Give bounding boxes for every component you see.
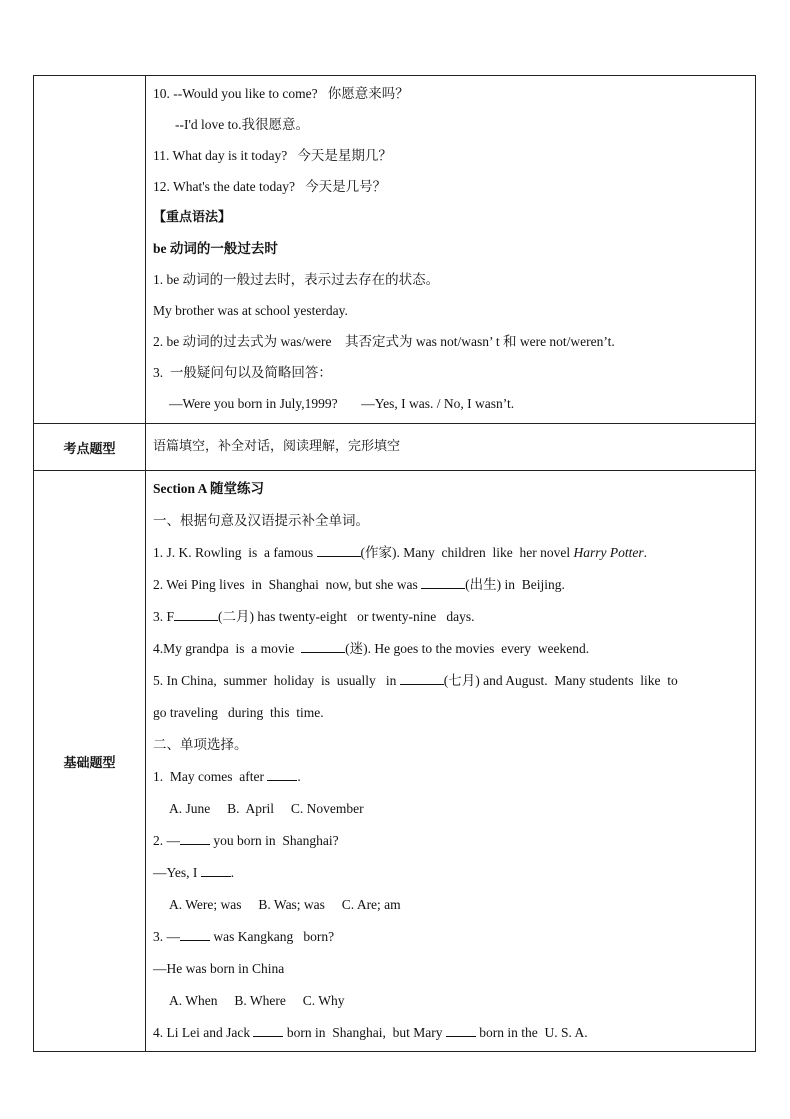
part1-title: 一、根据句意及汉语提示补全单词。	[153, 513, 369, 528]
answer-blank[interactable]	[253, 1023, 283, 1037]
section-title: Section A 随堂练习	[153, 481, 265, 496]
grammar-point-3: 3. 一般疑问句以及简略回答：	[153, 365, 332, 380]
answer-blank[interactable]	[174, 607, 218, 621]
mc-response-2: —Yes, I .	[153, 865, 235, 880]
answer-blank[interactable]	[180, 927, 210, 941]
exam-types-row	[34, 424, 756, 471]
answer-blank[interactable]	[201, 863, 231, 877]
answer-blank[interactable]	[317, 543, 361, 557]
mc-question-3: 3. — was Kangkang born?	[153, 929, 335, 944]
mc-response-3: —He was born in China	[153, 961, 285, 976]
fill-question-4: 4.My grandpa is a movie (迷). He goes to the movies every weekend.	[153, 641, 590, 656]
part2-title: 二、单项选择。	[153, 737, 248, 752]
answer-blank[interactable]	[446, 1023, 476, 1037]
answer-blank[interactable]	[400, 671, 444, 685]
answer-blank[interactable]	[180, 831, 210, 845]
fill-question-1: 1. J. K. Rowling is a famous (作家). Many children like her novel Harry Potter.	[153, 545, 647, 560]
exercises-cell	[146, 471, 756, 1052]
mc-options-2: A. Were; was B. Was; was C. Are; am	[169, 897, 401, 912]
grammar-point-2: 2. be 动词的过去式为 was/were 其否定式为 was not/wasn’ t 和 were not/weren’t.	[153, 334, 615, 349]
sentence-10-reply: --I'd love to.我很愿意。	[175, 117, 310, 132]
worksheet-table	[33, 75, 756, 1052]
exam-types-text: 语篇填空，补全对话，阅读理解，完形填空	[153, 439, 401, 454]
fill-question-2: 2. Wei Ping lives in Shanghai now, but she was (出生) in Beijing.	[153, 577, 565, 592]
answer-blank[interactable]	[421, 575, 465, 589]
row-label-exam-types: 考点题型	[34, 424, 146, 471]
mc-question-2: 2. — you born in Shanghai?	[153, 833, 339, 848]
grammar-heading: 【重点语法】	[153, 210, 232, 225]
answer-blank[interactable]	[267, 767, 297, 781]
basic-exercises-row	[34, 471, 756, 1052]
sentence-11: 11. What day is it today? 今天是星期几？	[153, 148, 392, 163]
grammar-topic: be 动词的一般过去时	[153, 241, 278, 256]
row-label-empty	[34, 76, 146, 424]
answer-blank[interactable]	[301, 639, 345, 653]
fill-question-3: 3. F (二月) has twenty-eight or twenty-nine days.	[153, 609, 475, 624]
grammar-example-1: My brother was at school yesterday.	[153, 303, 348, 318]
fill-question-5-cont: go traveling during this time.	[153, 705, 324, 720]
mc-question-4: 4. Li Lei and Jack born in Shanghai, but Mary born in the U. S. A.	[153, 1025, 588, 1040]
row-label-basic: 基础题型	[34, 471, 146, 1052]
fill-question-5: 5. In China, summer holiday is usually in (七月) and August. Many students like to	[153, 673, 678, 688]
key-sentences-cell	[146, 76, 756, 424]
mc-options-1: A. June B. April C. November	[169, 801, 364, 816]
sentence-10: 10. --Would you like to come? 你愿意来吗？	[153, 86, 409, 101]
grammar-row	[34, 76, 756, 424]
exam-types-cell	[146, 424, 756, 471]
sentence-12: 12. What's the date today? 今天是几号？	[153, 179, 387, 194]
grammar-example-3: —Were you born in July,1999? —Yes, I was. / No, I wasn’t.	[169, 396, 515, 411]
mc-question-1: 1. May comes after .	[153, 769, 301, 784]
grammar-point-1: 1. be 动词的一般过去时，表示过去存在的状态。	[153, 272, 440, 287]
mc-options-3: A. When B. Where C. Why	[169, 993, 345, 1008]
